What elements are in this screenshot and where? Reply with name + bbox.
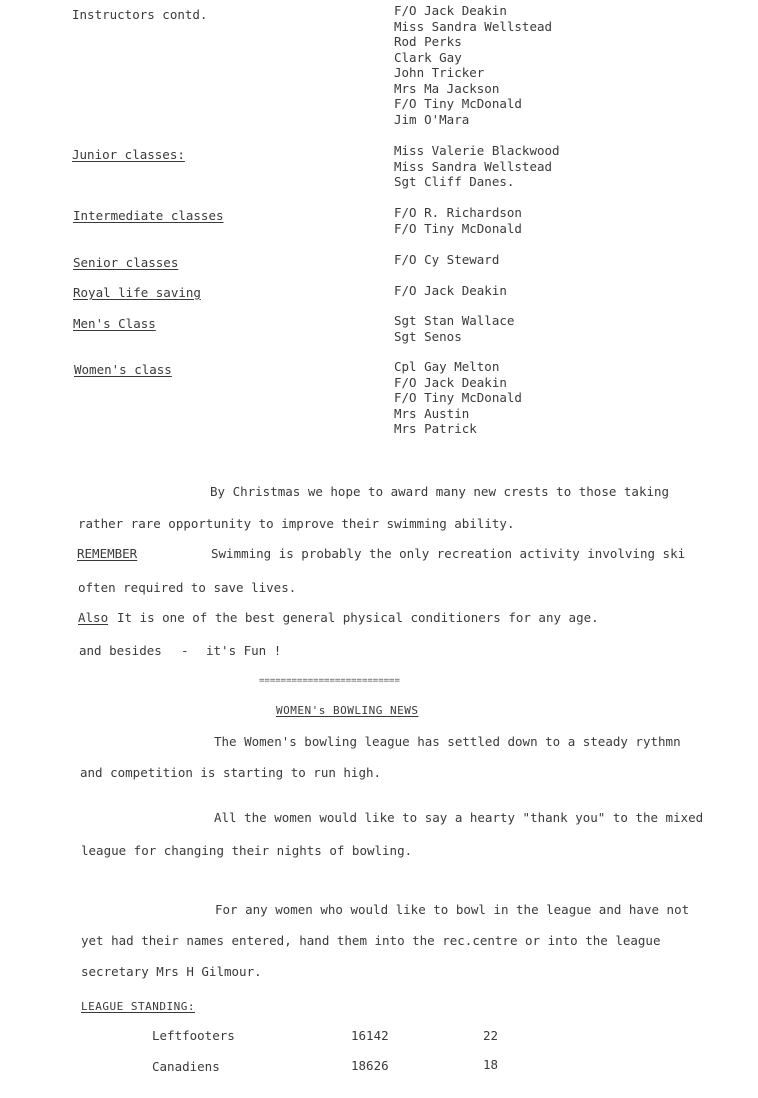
bowling-paragraph-line: league for changing their nights of bowling. (81, 843, 413, 858)
list-item: F/O Jack Deakin (394, 283, 507, 298)
standings-team: Leftfooters (152, 1028, 235, 1043)
fun-line-end: it's Fun ! (206, 643, 282, 658)
also-label: Also (78, 610, 109, 625)
remember-text: Swimming is probably the only recreation activity involving ski (211, 546, 686, 561)
class-names-senior (394, 254, 499, 270)
list-item: Sgt Cliff Danes. (394, 174, 515, 189)
separator-rule: ========================== (259, 676, 400, 686)
list-item: Miss Sandra Wellstead (394, 158, 553, 174)
instructors-names (394, 5, 552, 129)
standings-pins: 16142 (351, 1028, 389, 1043)
list-item: F/O Jack Deakin (394, 374, 507, 390)
standings-pins: 18626 (351, 1058, 389, 1073)
swimming-paragraph-line: rather rare opportunity to improve their swimming ability. (78, 516, 515, 531)
list-item: Jim O'Mara (394, 111, 470, 127)
standings-heading: LEAGUE STANDING: (81, 1000, 195, 1013)
bowling-heading: WOMEN's BOWLING NEWS (276, 704, 419, 717)
class-label-senior: Senior classes (73, 255, 179, 270)
list-item: Mrs Patrick (394, 421, 477, 436)
list-item: F/O Cy Steward (394, 252, 500, 267)
list-item: John Tricker (394, 65, 485, 80)
bowling-paragraph-line: secretary Mrs H Gilmour. (81, 964, 262, 979)
fun-line-start: and besides (79, 643, 162, 658)
list-item: Sgt Stan Wallace (394, 313, 515, 328)
class-label-mens: Men's Class (73, 316, 156, 331)
remember-line-2: often required to save lives. (78, 580, 297, 595)
class-names-womens (394, 361, 522, 439)
swimming-paragraph-line: By Christmas we hope to award many new crests to those taking (210, 484, 670, 499)
bowling-paragraph-line: All the women would like to say a hearty "thank you" to the mixed (214, 810, 704, 825)
class-label-womens: Women's class (74, 362, 172, 377)
list-item: F/O R. Richardson (394, 205, 522, 220)
class-names-royal-life-saving (394, 285, 507, 301)
list-item: Sgt Senos (394, 328, 462, 344)
list-item: Clark Gay (394, 49, 462, 65)
list-item: Miss Sandra Wellstead (394, 18, 553, 34)
list-item: Miss Valerie Blackwood (394, 143, 560, 158)
list-item: Rod Perks (394, 34, 462, 49)
bowling-paragraph-line: yet had their names entered, hand them into the rec.centre or into the league (81, 933, 661, 948)
instructors-label: Instructors contd. (72, 7, 208, 22)
class-label-junior: Junior classes: (72, 147, 185, 162)
list-item: Mrs Ma Jackson (394, 80, 500, 96)
standings-points: 22 (483, 1028, 499, 1043)
fun-line-dash: - (181, 643, 189, 658)
bowling-paragraph-line: For any women who would like to bowl in the league and have not (215, 902, 690, 917)
list-item: F/O Tiny McDonald (394, 220, 522, 236)
remember-label: REMEMBER (77, 546, 138, 561)
class-label-intermediate: Intermediate classes (73, 208, 224, 223)
class-label-royal-life-saving: Royal life saving (73, 285, 201, 300)
list-item: Cpl Gay Melton (394, 359, 500, 374)
class-names-mens (394, 315, 514, 346)
list-item: F/O Tiny McDonald (394, 96, 522, 111)
class-names-junior (394, 145, 560, 192)
standings-team: Canadiens (152, 1059, 220, 1074)
class-names-intermediate (394, 207, 522, 238)
bowling-paragraph-line: and competition is starting to run high. (80, 765, 382, 780)
list-item: Mrs Austin (394, 405, 470, 421)
list-item: F/O Tiny McDonald (394, 390, 522, 405)
bowling-paragraph-line: The Women's bowling league has settled down to a steady rythmn (214, 734, 681, 749)
list-item: F/O Jack Deakin (394, 3, 507, 18)
standings-points: 18 (483, 1057, 499, 1072)
also-text: It is one of the best general physical conditioners for any age. (117, 610, 599, 625)
